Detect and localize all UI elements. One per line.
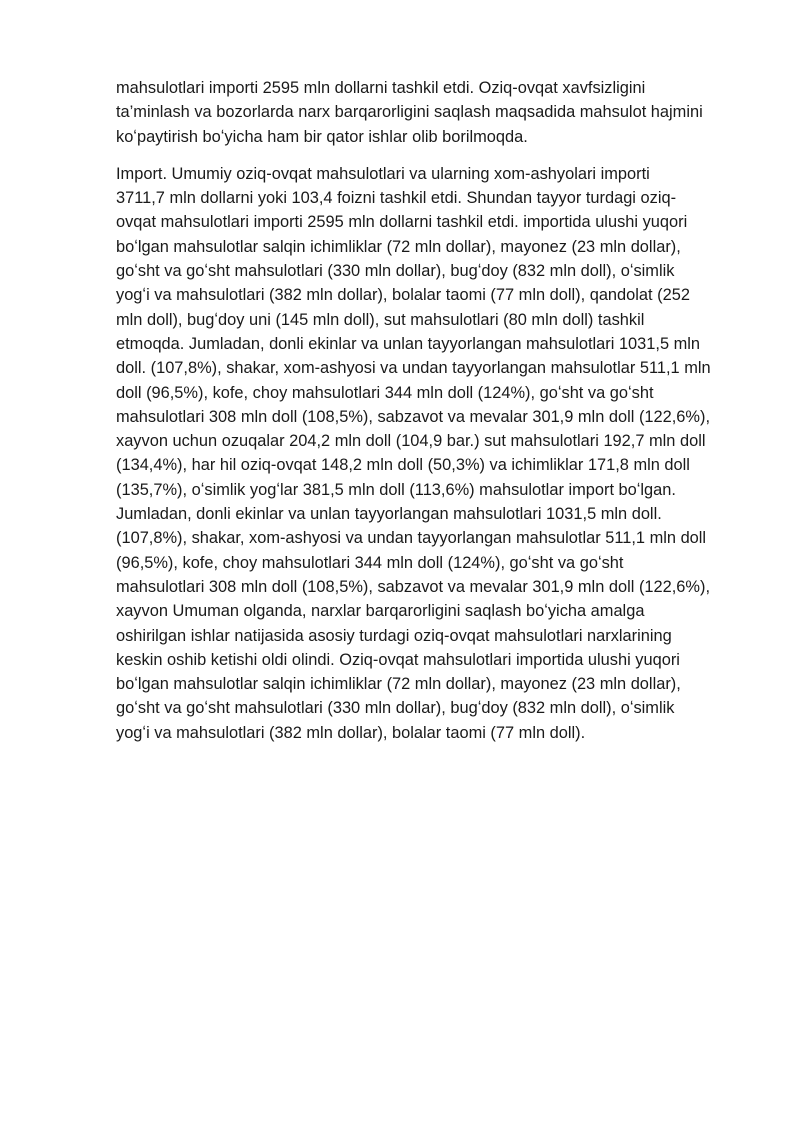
paragraph-import xyxy=(116,162,742,745)
text-line: yogʻi va mahsulotlari (382 mln dollar), bolalar taomi (77 mln doll), qandolat (252 xyxy=(116,286,690,305)
text-line: mahsulotlari 308 mln doll (108,5%), sabzavot va mevalar 301,9 mln doll (122,6%), xyxy=(116,407,711,426)
text-line: doll. (107,8%), shakar, xom-ashyosi va undan tayyorlangan mahsulotlar 511,1 mln xyxy=(116,359,711,378)
text-line: boʻlgan mahsulotlar salqin ichimliklar (72 mln dollar), mayonez (23 mln dollar), xyxy=(116,675,681,694)
text-line: (134,4%), har hil oziq-ovqat 148,2 mln doll (50,3%) va ichimliklar 171,8 mln doll xyxy=(116,456,690,475)
text-line: etmoqda. Jumladan, donli ekinlar va unlan tayyorlangan mahsulotlari 1031,5 mln xyxy=(116,334,701,353)
text-line: oshirilgan ishlar natijasida asosiy turdagi oziq-ovqat mahsulotlari narxlarining xyxy=(116,626,672,645)
text-line: ovqat mahsulotlari importi 2595 mln dollarni tashkil etdi. importida ulushi yuqori xyxy=(116,213,688,232)
text-line: Import. Umumiy oziq-ovqat mahsulotlari va ularning xom-ashyolari importi xyxy=(116,164,650,183)
text-line: (107,8%), shakar, xom-ashyosi va undan tayyorlangan mahsulotlar 511,1 mln doll xyxy=(116,529,707,548)
text-line: koʻpaytirish boʻyicha ham bir qator ishlar olib borilmoqda. xyxy=(116,127,528,146)
text-line: xayvon uchun ozuqalar 204,2 mln doll (104,9 bar.) sut mahsulotlari 192,7 mln doll xyxy=(116,432,706,451)
text-line: mahsulotlari 308 mln doll (108,5%), sabzavot va mevalar 301,9 mln doll (122,6%), xyxy=(116,577,711,596)
document-body xyxy=(116,76,742,745)
text-line: mahsulotlari importi 2595 mln dollarni tashkil etdi. Oziq-ovqat xavfsizligini xyxy=(116,79,646,97)
paragraph-intro xyxy=(116,76,742,149)
text-line: xayvon Umuman olganda, narxlar barqarorligini saqlash boʻyicha amalga xyxy=(116,602,645,621)
text-line: doll (96,5%), kofe, choy mahsulotlari 344 mln doll (124%), goʻsht va goʻsht xyxy=(116,383,654,402)
text-line: yogʻi va mahsulotlari (382 mln dollar), bolalar taomi (77 mln doll). xyxy=(116,723,586,742)
text-line: (135,7%), oʻsimlik yogʻlar 381,5 mln doll (113,6%) mahsulotlar import boʻlgan. xyxy=(116,480,676,499)
text-line: 3711,7 mln dollarni yoki 103,4 foizni tashkil etdi. Shundan tayyor turdagi oziq- xyxy=(116,189,677,208)
text-line: goʻsht va goʻsht mahsulotlari (330 mln dollar), bugʻdoy (832 mln doll), oʻsimlik xyxy=(116,699,675,718)
text-line: goʻsht va goʻsht mahsulotlari (330 mln dollar), bugʻdoy (832 mln doll), oʻsimlik xyxy=(116,262,675,281)
text-line: boʻlgan mahsulotlar salqin ichimliklar (72 mln dollar), mayonez (23 mln dollar), xyxy=(116,237,681,256)
text-line: keskin oshib ketishi oldi olindi. Oziq-ovqat mahsulotlari importida ulushi yuqori xyxy=(116,650,680,669)
text-line: (96,5%), kofe, choy mahsulotlari 344 mln doll (124%), goʻsht va goʻsht xyxy=(116,553,624,572)
text-line: ta’minlash va bozorlarda narx barqarorligini saqlash maqsadida mahsulot hajmini xyxy=(116,103,703,122)
text-line: mln doll), bugʻdoy uni (145 mln doll), sut mahsulotlari (80 mln doll) tashkil xyxy=(116,310,645,329)
text-line: Jumladan, donli ekinlar va unlan tayyorlangan mahsulotlari 1031,5 mln doll. xyxy=(116,505,662,524)
